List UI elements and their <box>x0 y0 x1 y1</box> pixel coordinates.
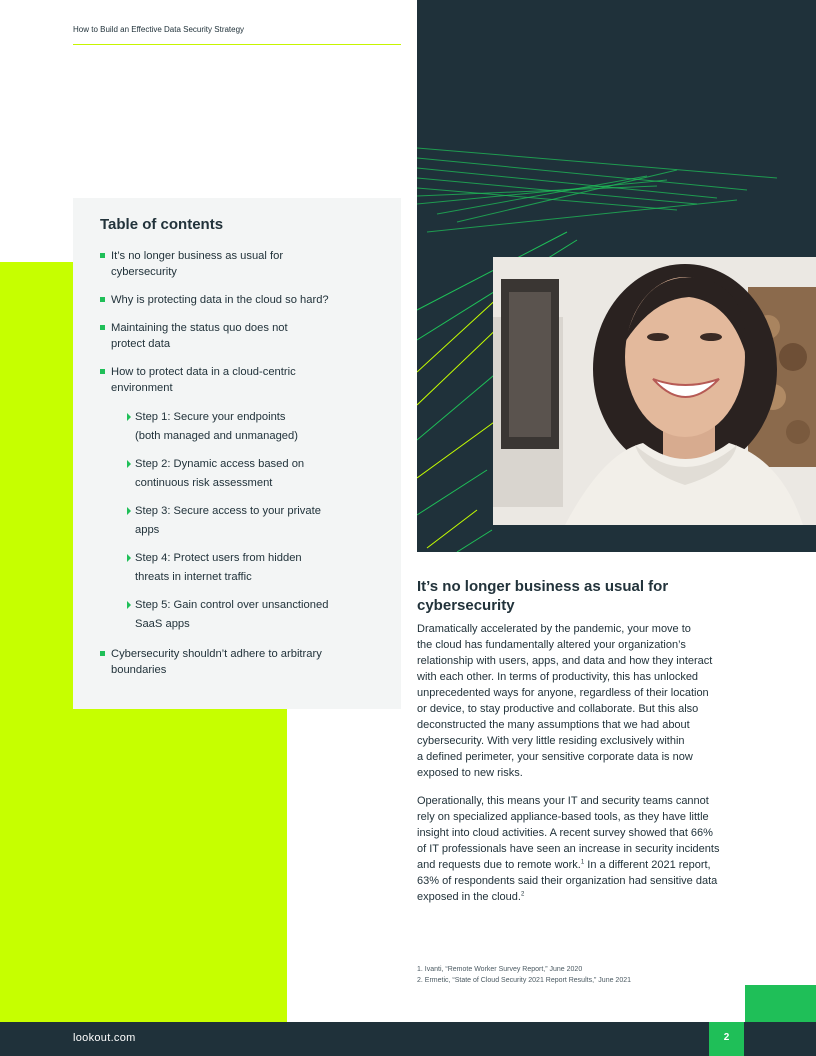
toc-item-label: It’s no longer business as usual for <box>111 250 284 262</box>
table-of-contents <box>73 198 401 709</box>
text-line: exposed in the cloud. <box>417 891 521 903</box>
square-bullet-icon <box>100 253 105 258</box>
toc-item[interactable] <box>100 455 400 493</box>
text-line: insight into cloud activities. A recent survey showed that 66% <box>417 827 713 839</box>
footer-bar <box>0 1022 816 1056</box>
text-line: exposed to new risks. <box>417 767 523 779</box>
smiling-woman-photo <box>493 257 816 525</box>
text-line: In a different 2021 report, <box>584 859 711 871</box>
text-line: 63% of respondents said their organization had sensitive data <box>417 875 718 887</box>
toc-list <box>100 248 400 678</box>
toc-item-label: Cybersecurity shouldn’t adhere to arbitrary <box>111 648 322 660</box>
toc-item-label: Step 3: Secure access to your private <box>135 505 321 517</box>
toc-item[interactable] <box>100 596 400 634</box>
text-line: a defined perimeter, your sensitive corporate data is now <box>417 751 693 763</box>
body-paragraph-2 <box>417 793 747 905</box>
caret-right-icon <box>127 413 131 421</box>
page-number: 2 <box>723 1032 730 1043</box>
toc-item[interactable] <box>100 248 400 280</box>
toc-item-label: environment <box>111 382 173 394</box>
decorative-line <box>437 176 647 214</box>
decorative-line <box>457 530 492 552</box>
square-bullet-icon <box>100 325 105 330</box>
text-line: the cloud has fundamentally altered your organization’s <box>417 639 686 651</box>
section-title <box>417 577 747 615</box>
toc-item-label: boundaries <box>111 664 167 676</box>
text-line: relationship with users, apps, and data and how they interact <box>417 655 713 667</box>
footer-url: lookout.com <box>73 1032 136 1044</box>
text-line: cybersecurity. With very little residing exclusively within <box>417 735 685 747</box>
toc-item-label: SaaS apps <box>135 618 190 630</box>
footnote-ref: 2 <box>520 891 525 898</box>
text-line: and requests due to remote work. <box>417 859 581 871</box>
section-title-line: cybersecurity <box>417 597 515 614</box>
decorative-line <box>417 420 497 478</box>
decorative-line <box>427 510 477 548</box>
toc-item-label: Maintaining the status quo does not <box>111 322 288 334</box>
toc-item-label: (both managed and unmanaged) <box>135 430 298 442</box>
decorative-line <box>457 170 677 222</box>
toc-item[interactable] <box>100 320 400 352</box>
section-title-line: It’s no longer business as usual for <box>417 578 669 595</box>
toc-item-label: Step 4: Protect users from hidden <box>135 552 302 564</box>
text-line: with each other. In terms of productivity, this has unlocked <box>417 671 699 683</box>
square-bullet-icon <box>100 297 105 302</box>
toc-title: Table of contents <box>100 216 224 233</box>
toc-item-label: threats in internet traffic <box>135 571 252 583</box>
decorative-line <box>417 470 487 515</box>
toc-item[interactable] <box>100 408 400 446</box>
toc-item-label: continuous risk assessment <box>135 477 273 489</box>
caret-right-icon <box>127 460 131 468</box>
text-line: unprecedented ways for anyone, regardless of their location <box>417 687 709 699</box>
caret-right-icon <box>127 554 131 562</box>
text-line: or device, to stay productive and collaborate. But this also <box>417 703 699 715</box>
toc-item-label: apps <box>135 524 160 536</box>
text-line: rely on specialized appliance-based tools, as they have little <box>417 811 709 823</box>
square-bullet-icon <box>100 369 105 374</box>
decorative-line <box>427 200 737 232</box>
footnote-1: 1. Ivanti, “Remote Worker Survey Report,” June 2020 <box>417 966 583 973</box>
toc-item[interactable] <box>100 364 400 396</box>
toc-item-label: protect data <box>111 338 171 350</box>
decorative-line <box>417 158 747 190</box>
toc-item-label: Step 1: Secure your endpoints <box>135 411 286 423</box>
text-line: Dramatically accelerated by the pandemic, your move to <box>417 623 691 635</box>
toc-item[interactable] <box>100 292 400 308</box>
body-paragraph-1 <box>417 621 747 781</box>
photo-illustration <box>493 257 816 525</box>
toc-item-label: cybersecurity <box>111 266 177 278</box>
text-line: deconstructed the many assumptions that we had about <box>417 719 690 731</box>
square-bullet-icon <box>100 651 105 656</box>
footnote-ref: 1 <box>580 859 585 866</box>
decorative-line <box>417 180 667 204</box>
running-header: How to Build an Effective Data Security Strategy <box>73 25 245 34</box>
footnote-2: 2. Ermetic, “State of Cloud Security 2021 Report Results,” June 2021 <box>417 977 631 984</box>
toc-item-label: How to protect data in a cloud-centric <box>111 366 296 378</box>
text-line: of IT professionals have seen an increase in security incidents <box>417 843 720 855</box>
toc-item[interactable] <box>100 646 400 678</box>
header-rule <box>73 44 401 45</box>
toc-item-label: Step 5: Gain control over unsanctioned <box>135 599 329 611</box>
toc-item[interactable] <box>100 502 400 540</box>
page-number-box <box>709 1022 744 1056</box>
caret-right-icon <box>127 507 131 515</box>
caret-right-icon <box>127 601 131 609</box>
toc-item[interactable] <box>100 549 400 587</box>
text-line: Operationally, this means your IT and security teams cannot <box>417 795 709 807</box>
toc-item-label: Why is protecting data in the cloud so hard? <box>111 294 329 306</box>
toc-item-label: Step 2: Dynamic access based on <box>135 458 305 470</box>
green-accent-square <box>745 985 816 1022</box>
